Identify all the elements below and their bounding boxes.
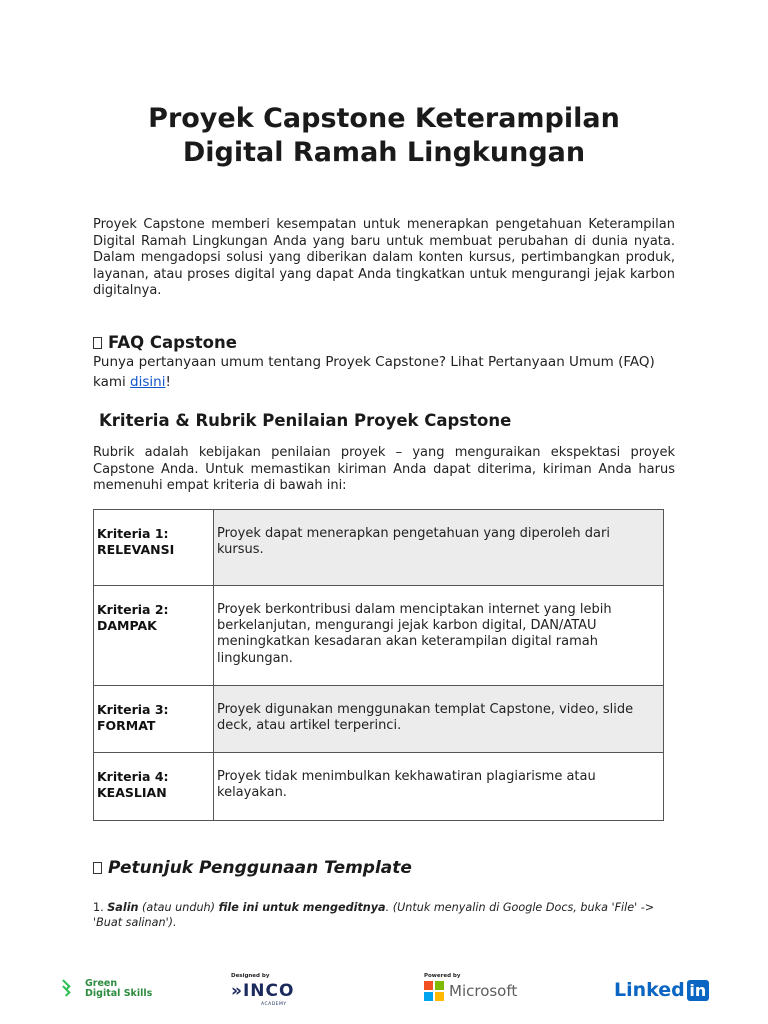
faq-text-end: !: [165, 374, 171, 390]
title-line-2: Digital Ramah Lingkungan: [182, 137, 586, 168]
linkedin-logo: [614, 979, 709, 1001]
document-title: [60, 102, 708, 170]
faq-text: Punya pertanyaan umum tentang Proyek Capstone? Lihat Pertanyaan Umum (FAQ) kami: [93, 354, 655, 390]
criteria-number: Kriteria 4:: [97, 769, 169, 784]
criteria-number: Kriteria 1:: [97, 526, 169, 541]
step-number: 1.: [93, 901, 104, 914]
faq-heading: [93, 333, 237, 352]
step-italic-instructions: . (Untuk menyalin di Google Docs, buka 'File' -> 'Buat salinan').: [93, 901, 655, 929]
designed-by-caption: Designed by: [231, 973, 270, 979]
faq-heading-text: FAQ Capstone: [108, 333, 237, 352]
linkedin-text: Linked: [614, 979, 685, 1001]
title-line-1: Proyek Capstone Keterampilan: [148, 103, 620, 134]
criteria-description: Proyek tidak menimbulkan kekhawatiran plagiarisme atau kelayakan.: [214, 753, 664, 821]
faq-link[interactable]: disini: [130, 374, 166, 390]
criteria-label: [94, 586, 214, 686]
inco-mark-icon: »: [231, 981, 243, 1001]
step-bold-copy: Salin: [107, 901, 139, 914]
table-row: [94, 686, 664, 753]
green-digital-skills-logo: [60, 979, 152, 999]
kriteria-heading: Kriteria & Rubrik Penilaian Proyek Capstone: [99, 411, 512, 430]
criteria-description: Proyek digunakan menggunakan templat Capstone, video, slide deck, atau artikel terperinci.: [214, 686, 664, 753]
inco-logo: [231, 981, 294, 1001]
template-step-1: [93, 900, 683, 930]
template-heading: [93, 858, 412, 878]
step-italic: (atau unduh): [138, 901, 219, 914]
step-bold-file: file ini untuk mengeditnya: [218, 901, 386, 914]
leaf-chevron-icon: [60, 979, 80, 999]
criteria-name: DAMPAK: [97, 618, 157, 633]
microsoft-squares-icon: [424, 981, 444, 1001]
criteria-number: Kriteria 3:: [97, 702, 169, 717]
template-heading-text: Petunjuk Penggunaan Template: [108, 858, 412, 878]
inco-text: INCO: [242, 981, 295, 1001]
criteria-description: Proyek berkontribusi dalam menciptakan internet yang lebih berkelanjutan, mengurangi jejak karbon digital, DAN/ATAU meningkatkan kesadaran akan keterampilan digital ramah lingkungan.: [214, 586, 664, 686]
criteria-label: [94, 510, 214, 586]
linkedin-in-icon: in: [687, 980, 709, 1001]
microsoft-text: Microsoft: [449, 982, 518, 1000]
footer-logos: [0, 965, 768, 1015]
gds-line-2: Digital Skills: [85, 988, 153, 999]
inco-academy-text: ACADEMY: [261, 1002, 287, 1007]
rubric-table: [93, 509, 664, 821]
criteria-description: Proyek dapat menerapkan pengetahuan yang diperoleh dari kursus.: [214, 510, 664, 586]
microsoft-logo: [424, 981, 517, 1001]
missing-glyph-icon: [93, 862, 102, 874]
criteria-name: RELEVANSI: [97, 542, 175, 557]
gds-line-1: Green: [85, 978, 118, 989]
criteria-name: KEASLIAN: [97, 785, 167, 800]
criteria-label: [94, 686, 214, 753]
powered-by-caption: Powered by: [424, 973, 461, 979]
missing-glyph-icon: [93, 337, 102, 349]
criteria-name: FORMAT: [97, 718, 156, 733]
faq-paragraph: [93, 352, 675, 392]
criteria-number: Kriteria 2:: [97, 602, 169, 617]
intro-paragraph: Proyek Capstone memberi kesempatan untuk menerapkan pengetahuan Keterampilan Digital Ramah Lingkungan Anda yang baru untuk membuat perubahan di dunia nyata. Dalam mengadopsi solusi yang diberikan dalam konten kursus, pertimbangkan produk, layanan, atau proses digital yang dapat Anda tingkatkan untuk mengurangi jejak karbon digitalnya.: [93, 217, 675, 299]
table-row: [94, 586, 664, 686]
criteria-label: [94, 753, 214, 821]
kriteria-intro: Rubrik adalah kebijakan penilaian proyek – yang menguraikan ekspektasi proyek Capstone Anda. Untuk memastikan kiriman Anda dapat diterima, kiriman Anda harus memenuhi empat kriteria di bawah ini:: [93, 445, 675, 493]
table-row: [94, 753, 664, 821]
table-row: [94, 510, 664, 586]
